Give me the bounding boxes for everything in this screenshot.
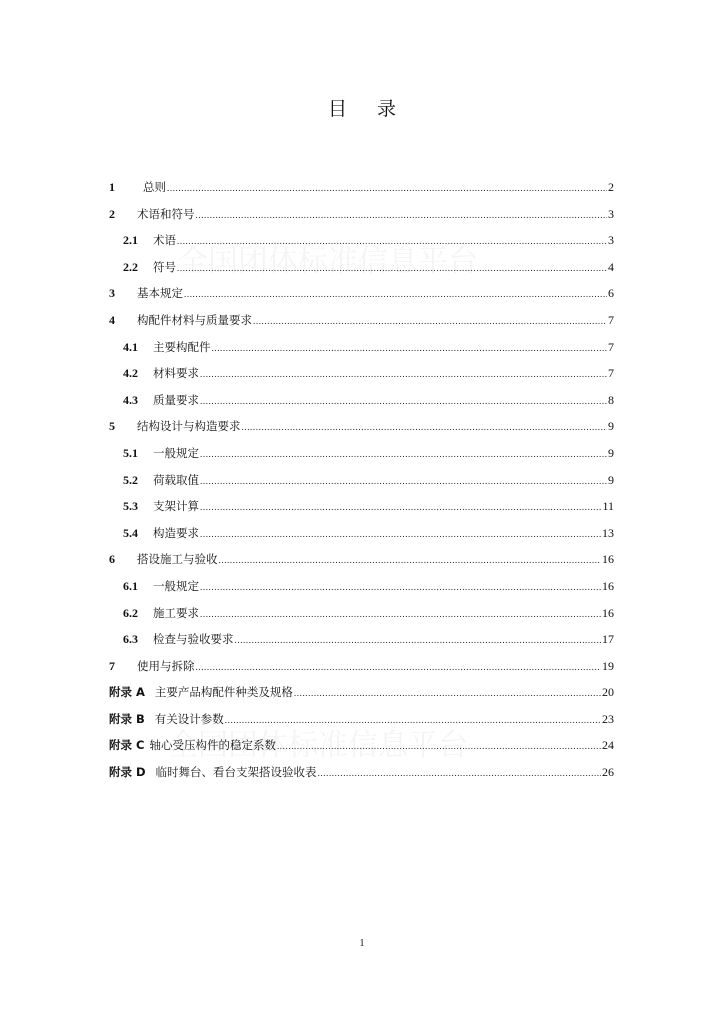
dot-leader <box>200 441 607 468</box>
toc-entry-title: 术语 <box>153 233 176 248</box>
toc-entry-title: 质量要求 <box>153 392 199 407</box>
toc-entry[interactable] <box>109 493 614 520</box>
toc-entry-number: 附录 C <box>109 738 145 753</box>
dot-leader <box>200 494 601 521</box>
toc-entry-number: 3 <box>109 286 115 301</box>
toc-entry[interactable] <box>109 413 614 440</box>
toc-entry[interactable] <box>109 307 614 334</box>
table-of-contents <box>109 174 614 786</box>
toc-entry-title: 临时舞台、看台支架搭设验收表 <box>155 765 317 780</box>
toc-entry-number: 附录 D <box>109 765 146 780</box>
toc-entry[interactable] <box>109 706 614 733</box>
toc-entry[interactable] <box>109 573 614 600</box>
toc-entry-title: 基本规定 <box>137 286 183 301</box>
dot-leader <box>196 654 602 681</box>
dot-leader <box>242 414 608 441</box>
toc-entry-number: 5.1 <box>123 445 138 460</box>
toc-entry-title: 使用与拆除 <box>137 658 195 673</box>
toc-entry-page: 16 <box>602 578 614 593</box>
toc-entry-number: 2 <box>109 206 115 221</box>
toc-entry[interactable] <box>109 732 614 759</box>
dot-leader <box>253 308 607 335</box>
dot-leader <box>200 521 601 548</box>
toc-entry-page: 9 <box>608 472 614 487</box>
toc-entry-number: 4.3 <box>123 392 138 407</box>
toc-entry-number: 5 <box>109 419 115 434</box>
toc-entry-page: 24 <box>602 738 614 753</box>
toc-entry-title: 结构设计与构造要求 <box>137 419 241 434</box>
toc-entry-title: 搭设施工与验收 <box>137 552 218 567</box>
toc-entry-number: 4.1 <box>123 339 138 354</box>
page-number: 1 <box>359 938 365 949</box>
toc-entry-number: 6 <box>109 552 115 567</box>
toc-entry[interactable] <box>109 600 614 627</box>
toc-entry-title: 一般规定 <box>153 578 199 593</box>
toc-entry-page: 19 <box>602 658 614 673</box>
toc-entry[interactable] <box>109 520 614 547</box>
toc-entry-title: 符号 <box>153 259 176 274</box>
dot-leader <box>177 228 607 255</box>
toc-entry[interactable] <box>109 679 614 706</box>
toc-entry[interactable] <box>109 467 614 494</box>
dot-leader <box>200 468 607 495</box>
title-char-right: 录 <box>377 98 397 120</box>
title-char-left: 目 <box>327 98 347 120</box>
toc-entry[interactable] <box>109 334 614 361</box>
toc-entry-page: 16 <box>602 552 614 567</box>
toc-entry-page: 9 <box>608 419 614 434</box>
toc-entry-title: 轴心受压构件的稳定系数 <box>149 738 276 753</box>
toc-entry[interactable] <box>109 546 614 573</box>
toc-entry-title: 一般规定 <box>153 445 199 460</box>
toc-entry[interactable] <box>109 280 614 307</box>
toc-entry[interactable] <box>109 201 614 228</box>
toc-entry-number: 4 <box>109 312 115 327</box>
toc-entry-page: 4 <box>608 259 614 274</box>
toc-entry-title: 主要产品构配件种类及规格 <box>154 685 293 700</box>
toc-entry[interactable] <box>109 227 614 254</box>
toc-entry-page: 16 <box>602 605 614 620</box>
toc-entry-number: 6.1 <box>123 578 138 593</box>
toc-entry-page: 2 <box>608 180 614 194</box>
dot-leader <box>184 281 607 308</box>
toc-entry-page: 7 <box>608 312 614 327</box>
dot-leader <box>196 202 608 229</box>
toc-entry-title: 支架计算 <box>153 499 199 514</box>
dot-leader <box>225 707 601 734</box>
toc-entry-number: 附录 A <box>109 685 145 700</box>
toc-entry-page: 3 <box>608 206 614 221</box>
toc-entry-number: 5.3 <box>123 499 138 514</box>
toc-entry-page: 23 <box>602 711 614 726</box>
dot-leader <box>219 547 602 574</box>
toc-entry-title: 有关设计参数 <box>154 711 224 726</box>
toc-entry-page: 6 <box>608 286 614 301</box>
toc-entry-number: 5.2 <box>123 472 138 487</box>
toc-entry-number: 2.1 <box>123 233 138 248</box>
toc-entry-page: 20 <box>602 685 614 700</box>
dot-leader <box>200 601 601 628</box>
dot-leader <box>200 388 607 415</box>
toc-entry-number: 附录 B <box>109 711 145 726</box>
toc-entry-title: 材料要求 <box>153 366 199 381</box>
toc-entry-page: 7 <box>608 366 614 381</box>
toc-entry-page: 9 <box>608 445 614 460</box>
dot-leader <box>212 335 608 362</box>
toc-entry[interactable] <box>109 360 614 387</box>
toc-entry-number: 7 <box>109 658 115 673</box>
dot-leader <box>177 255 607 282</box>
toc-entry[interactable] <box>109 759 614 786</box>
toc-entry-page: 11 <box>602 499 614 514</box>
toc-entry-page: 8 <box>608 392 614 407</box>
dot-leader <box>294 680 601 707</box>
toc-entry-number: 5.4 <box>123 525 138 540</box>
toc-entry-title: 构配件材料与质量要求 <box>137 312 252 327</box>
dot-leader <box>277 733 601 760</box>
dot-leader <box>318 760 601 787</box>
toc-entry-title: 施工要求 <box>153 605 199 620</box>
toc-entry-number: 1 <box>109 180 115 194</box>
toc-entry-page: 26 <box>602 765 614 780</box>
toc-entry-title: 荷载取值 <box>153 472 199 487</box>
dot-leader <box>167 175 607 202</box>
toc-entry[interactable] <box>109 387 614 414</box>
dot-leader <box>235 627 602 654</box>
toc-entry[interactable] <box>109 653 614 680</box>
toc-entry-number: 4.2 <box>123 366 138 381</box>
toc-entry-page: 13 <box>602 525 614 540</box>
toc-entry[interactable] <box>109 254 614 281</box>
toc-entry-page: 7 <box>608 339 614 354</box>
page-title <box>0 94 724 121</box>
toc-entry-page: 17 <box>602 632 614 647</box>
dot-leader <box>200 574 601 601</box>
dot-leader <box>200 361 607 388</box>
toc-entry-title: 检查与验收要求 <box>153 632 234 647</box>
toc-entry-title: 总则 <box>143 180 166 194</box>
toc-entry[interactable] <box>109 440 614 467</box>
toc-entry-page: 3 <box>608 233 614 248</box>
toc-entry-number: 6.2 <box>123 605 138 620</box>
toc-entry-title: 主要构配件 <box>153 339 211 354</box>
toc-entry-title: 术语和符号 <box>137 206 195 221</box>
toc-entry-title: 构造要求 <box>153 525 199 540</box>
toc-entry-number: 6.3 <box>123 632 138 647</box>
toc-entry[interactable] <box>109 626 614 653</box>
toc-entry-number: 2.2 <box>123 259 138 274</box>
toc-entry[interactable] <box>109 174 614 201</box>
